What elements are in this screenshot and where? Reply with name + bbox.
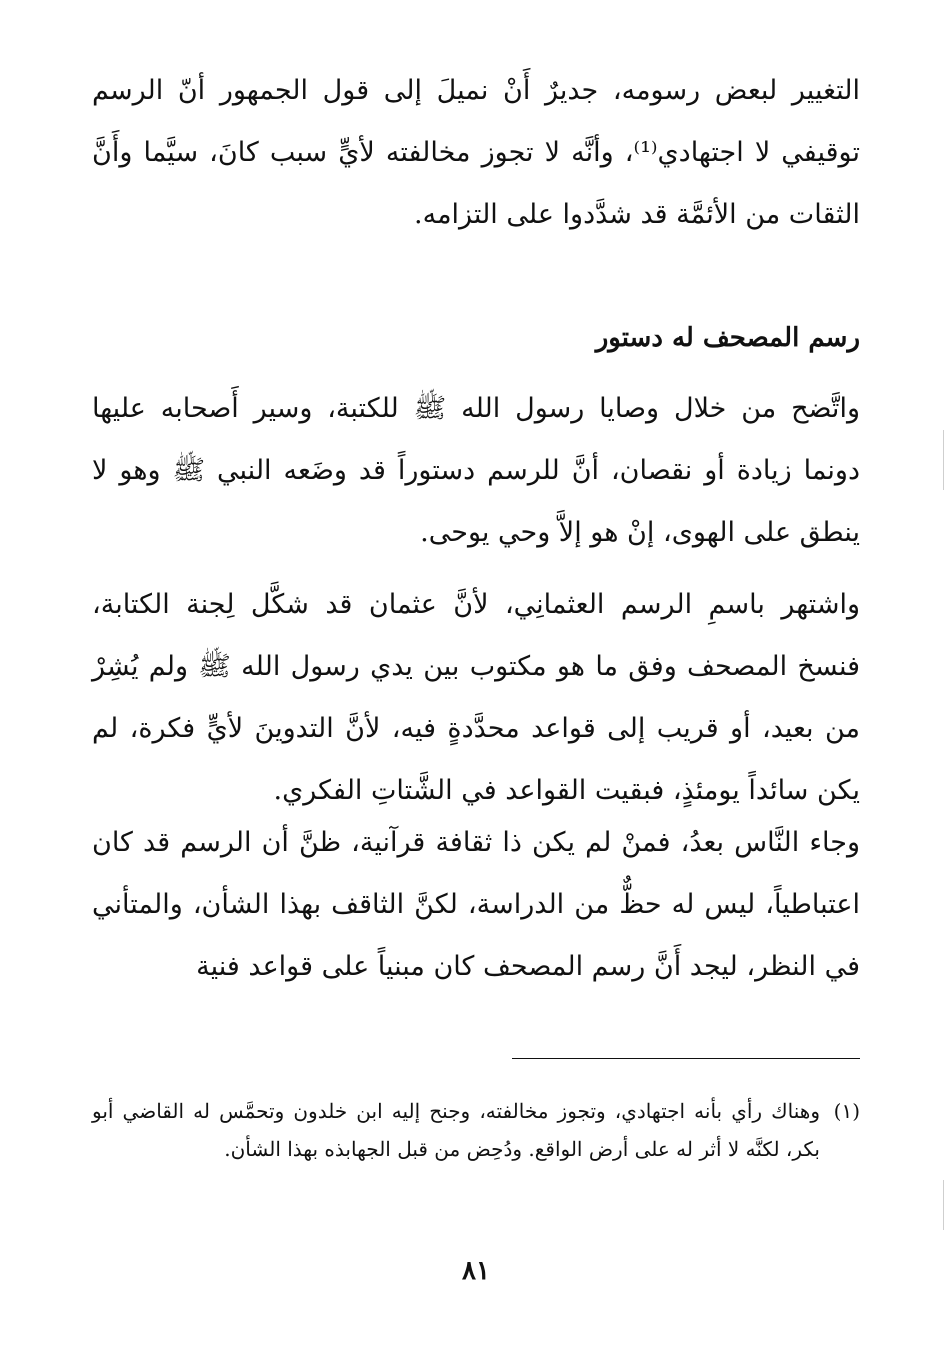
paragraph-constitution: واتَّضح من خلال وصايا رسول الله ﷺ للكتبة، وسير أَصحابه عليها دونما زيادة أو نقصان، أنَّ للرسم دستوراً قد وضَعه النبي ﷺ وهو لا ينطق على الهوى، إنْ هو إلاَّ وحي يوحى. xyxy=(92,393,860,548)
paragraph-opening: التغيير لبعض رسومه، جديرٌ أَنْ نميلَ إلى قول الجمهور أنّ الرسم توقيفي لا اجتهادي⁽¹⁾، وأنَّه لا تجوز مخالفته لأيٍّ سبب كانَ، سيَّما وأَنَّ الثقات من الأئمَّة قد شدَّدوا على التزامه. xyxy=(92,75,860,230)
footnote xyxy=(92,1092,860,1168)
section-heading: رسم المصحف له دستور xyxy=(595,323,860,353)
footnote-separator xyxy=(512,1058,860,1059)
footnote-text: وهناك رأي بأنه اجتهادي، وتجوز مخالفته، وجنح إليه ابن خلدون وتحمَّس له القاضي أبو بكر، لكنَّه لا أثر له على أرض الواقع. ودُحِض من قبل الجهابذه بهذا الشأن. xyxy=(92,1099,820,1161)
scan-edge-mark xyxy=(943,1180,944,1230)
book-page xyxy=(92,0,860,1352)
paragraph-uthmani-script: واشتهر باسمِ الرسم العثمانِي، لأنَّ عثمان قد شكَّل لِجنة الكتابة، فنسخ المصحف وفق ما هو مكتوب بين يدي رسول الله ﷺ ولم يُشِرْ من بعيد، أو قريب إلى قواعد محدَّدةٍ فيه، لأنَّ التدوينَ لأيٍّ فكرة، لم يكن سائداً يومئذٍ، فبقيت القواعد في الشَّتاتِ الفكري. xyxy=(92,589,860,806)
paragraph-people-after: وجاء النَّاس بعدُ، فمنْ لم يكن ذا ثقافة قرآنية، ظنَّ أن الرسم قد كان اعتباطياً، ليس له حظٌّ من الدراسة، لكنَّ الثاقف بهذا الشأن، والمتأني في النظر، ليجد أَنَّ رسم المصحف كان مبنياً على قواعد فنية xyxy=(92,827,860,982)
footnote-marker: (١) xyxy=(833,1099,860,1123)
scan-edge-mark xyxy=(943,430,944,490)
page-number: ٨١ xyxy=(462,1256,490,1286)
